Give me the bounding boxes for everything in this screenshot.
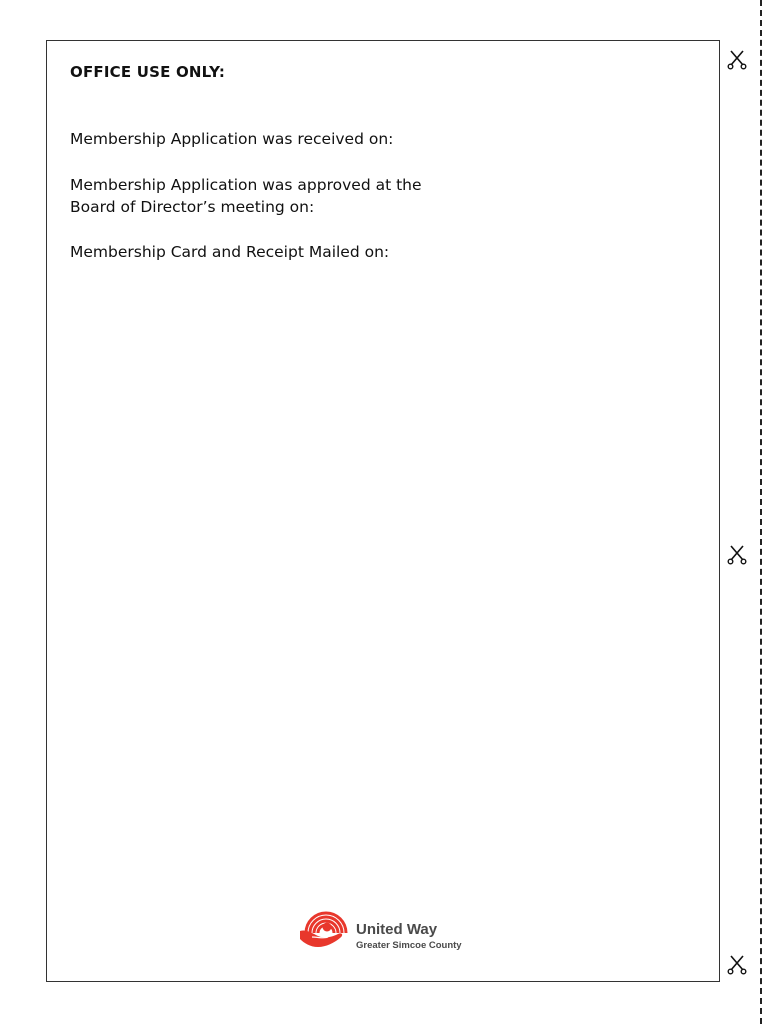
logo-subtitle: Greater Simcoe County <box>356 940 462 951</box>
scissors-icon <box>726 953 748 975</box>
approved-at-label-line2: Board of Director’s meeting on: <box>70 198 315 216</box>
office-use-form <box>46 40 720 982</box>
united-way-logo <box>298 903 488 957</box>
scissors-icon <box>726 48 748 70</box>
approved-at-label-line1: Membership Application was approved at the <box>70 176 422 194</box>
united-way-logo-icon <box>298 903 354 955</box>
logo-name: United Way <box>356 921 438 938</box>
mailed-on-label: Membership Card and Receipt Mailed on: <box>70 243 390 261</box>
cut-line <box>760 0 762 1024</box>
office-use-heading: OFFICE USE ONLY: <box>70 63 226 81</box>
received-on-label: Membership Application was received on: <box>70 130 394 148</box>
scissors-icon <box>726 543 748 565</box>
